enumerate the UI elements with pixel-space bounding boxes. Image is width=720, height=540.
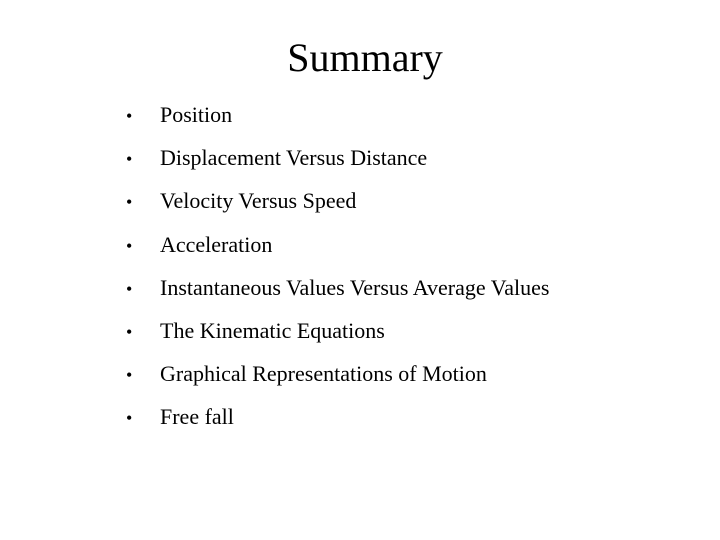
bullet-item-acceleration xyxy=(126,228,549,271)
bullet-icon: • xyxy=(126,365,133,386)
bullet-item-graphical xyxy=(126,357,549,400)
bullet-icon: • xyxy=(126,235,133,256)
bullet-icon: • xyxy=(126,408,133,429)
bullet-icon: • xyxy=(126,192,133,213)
bullet-text: Velocity Versus Speed xyxy=(160,188,357,214)
bullet-item-velocity xyxy=(126,184,549,227)
bullet-item-displacement xyxy=(126,141,549,184)
bullet-text: Displacement Versus Distance xyxy=(160,145,428,171)
bullet-text: Graphical Representations of Motion xyxy=(160,361,487,387)
bullet-text: The Kinematic Equations xyxy=(160,317,385,343)
bullet-item-kinematic xyxy=(126,314,549,357)
bullet-icon: • xyxy=(126,106,133,126)
bullet-icon: • xyxy=(126,278,133,299)
bullet-list xyxy=(126,98,549,444)
bullet-icon: • xyxy=(126,149,133,170)
bullet-text: Instantaneous Values Versus Average Values xyxy=(160,274,550,300)
bullet-text: Position xyxy=(160,102,233,127)
bullet-text: Free fall xyxy=(160,404,234,430)
bullet-item-instantaneous xyxy=(126,271,549,314)
slide-title: Summary xyxy=(287,35,443,80)
bullet-text: Acceleration xyxy=(160,231,273,257)
bullet-icon: • xyxy=(126,321,133,342)
bullet-item-free-fall xyxy=(126,400,549,443)
bullet-item-position xyxy=(126,98,549,141)
